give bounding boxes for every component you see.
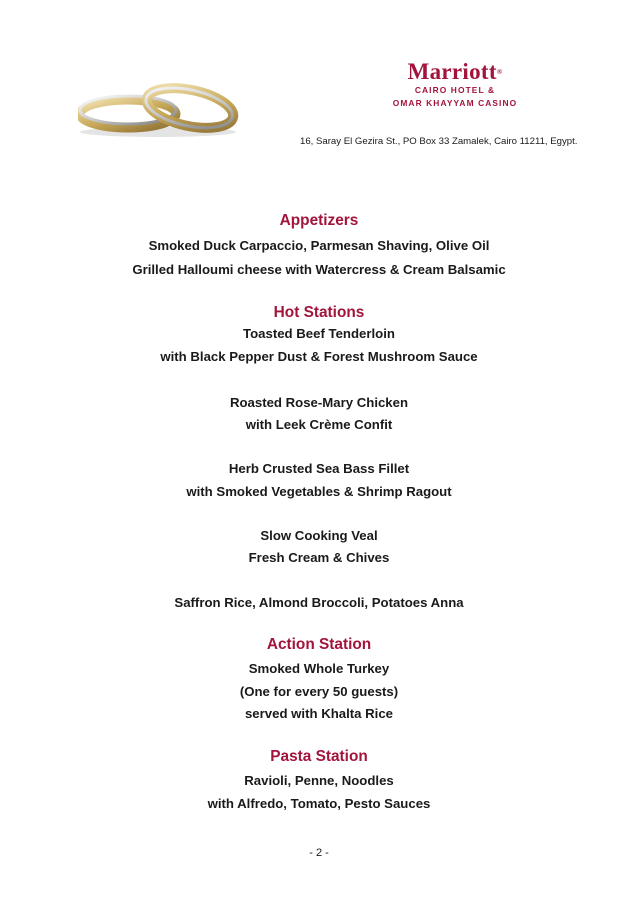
menu-item: with Black Pepper Dust & Forest Mushroom Sauce (160, 349, 478, 364)
menu-item: with Alfredo, Tomato, Pesto Sauces (207, 796, 431, 811)
menu-item: Herb Crusted Sea Bass Fillet (228, 461, 410, 476)
hotel-name-line1: CAIRO HOTEL & (414, 85, 496, 95)
menu-item: Saffron Rice, Almond Broccoli, Potatoes Anna (174, 595, 464, 610)
pasta-station-heading: Pasta Station (270, 748, 368, 765)
marriott-logo (372, 60, 538, 110)
wedding-rings-image (78, 80, 240, 138)
page-number: - 2 - (309, 847, 329, 859)
menu-item: Smoked Whole Turkey (248, 661, 390, 676)
action-station-heading: Action Station (266, 636, 372, 653)
hot-stations-heading: Hot Stations (273, 304, 365, 321)
hotel-address: 16, Saray El Gezira St., PO Box 33 Zamalek, Cairo 11211, Egypt. (300, 136, 578, 147)
menu-item: Grilled Halloumi cheese with Watercress & Cream Balsamic (132, 262, 506, 277)
menu-item: served with Khalta Rice (244, 706, 394, 721)
brand-wordmark: Marriott® (407, 59, 503, 84)
menu-item: Slow Cooking Veal (260, 528, 378, 543)
menu-item: Ravioli, Penne, Noodles (244, 773, 394, 788)
menu-item: with Leek Crème Confit (245, 417, 393, 432)
appetizers-heading: Appetizers (279, 212, 359, 229)
menu-item: Smoked Duck Carpaccio, Parmesan Shaving, Olive Oil (148, 238, 490, 253)
menu-item: Toasted Beef Tenderloin (243, 326, 395, 341)
menu-item: with Smoked Vegetables & Shrimp Ragout (186, 484, 452, 499)
menu-item: Roasted Rose-Mary Chicken (229, 395, 409, 410)
menu-item: (One for every 50 guests) (239, 684, 399, 699)
menu-item: Fresh Cream & Chives (248, 550, 390, 565)
hotel-name-line2: OMAR KHAYYAM CASINO (392, 98, 518, 108)
